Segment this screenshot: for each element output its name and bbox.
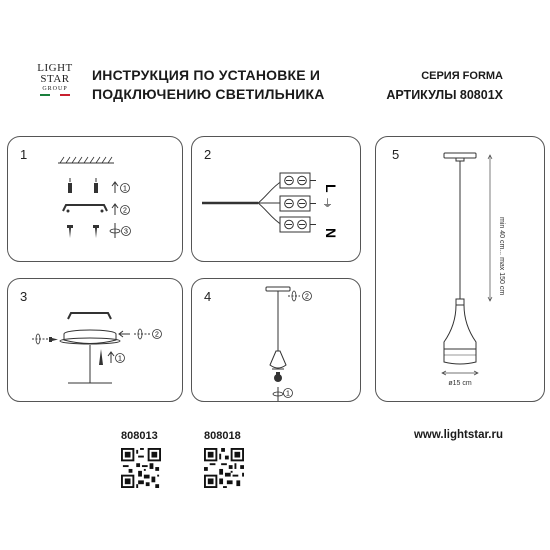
wiring-diagram — [192, 137, 360, 261]
brand-logo — [36, 63, 74, 96]
mounting-bracket — [63, 205, 107, 213]
arrow-left-icon — [119, 331, 130, 337]
panel-step-5 — [375, 136, 545, 402]
document-title — [92, 66, 325, 104]
terminal-block-middle — [280, 196, 316, 211]
ceiling-canopy — [266, 287, 290, 291]
step-number: 2 — [123, 207, 127, 215]
screwdriver-turn-icon — [273, 387, 283, 401]
step-number: 2 — [155, 331, 159, 339]
step1-illustration — [8, 137, 182, 261]
logo-line1: LIGHT — [37, 62, 73, 74]
panel-step-4 — [191, 278, 361, 402]
arrow-up-icon — [108, 352, 114, 363]
series-block — [386, 67, 503, 105]
panel-step-2 — [191, 136, 361, 262]
pendant-lamp — [444, 299, 476, 364]
step-number: 1 — [286, 390, 290, 398]
arrow-up-icon — [112, 204, 118, 215]
panel-number: 2 — [204, 147, 212, 162]
panel-step-1 — [7, 136, 183, 262]
step3-illustration — [8, 279, 182, 401]
logo-flag-stripe — [40, 94, 70, 96]
dimension-drawing — [376, 137, 544, 401]
height-dimension — [488, 155, 492, 301]
logo-line3: GROUP — [42, 86, 68, 92]
step4-illustration — [192, 279, 360, 401]
bulb-icon — [274, 372, 282, 382]
screw-icon — [67, 225, 99, 238]
mounting-bracket — [68, 313, 111, 319]
ceiling-hatch — [60, 157, 112, 163]
screwdriver-turn-icon — [110, 223, 120, 238]
diameter-dimension — [442, 371, 478, 375]
ceiling-canopy — [60, 330, 120, 344]
panel-number: 5 — [392, 147, 400, 162]
screw-icon — [49, 337, 58, 342]
screwdriver-turn-icon — [288, 291, 300, 301]
step-number: 1 — [118, 355, 122, 363]
screwdriver-turn-icon — [32, 334, 48, 344]
wire-label-live: L — [323, 184, 339, 193]
title-line1: ИНСТРУКЦИЯ ПО УСТАНОВКЕ И — [92, 67, 321, 83]
panel-number: 1 — [20, 147, 28, 162]
lamp-shade — [270, 351, 286, 369]
article-numbers: АРТИКУЛЫ 80801X — [386, 88, 503, 102]
terminal-block-bottom — [280, 217, 316, 232]
arrow-up-icon — [112, 182, 118, 193]
wire-label-neutral: N — [323, 228, 339, 239]
qr-code-icon[interactable] — [121, 448, 161, 488]
terminal-block-top — [280, 173, 316, 188]
dowel-pair — [68, 178, 98, 193]
step-number: 1 — [123, 185, 127, 193]
diameter-label: ø15 cm — [448, 380, 472, 387]
article-code-1: 808013 — [121, 430, 158, 442]
ground-icon: ⏚ — [322, 198, 333, 210]
article-code-2: 808018 — [204, 430, 241, 442]
website-link[interactable]: www.lightstar.ru — [413, 429, 503, 441]
series-name: СЕРИЯ FORMA — [421, 70, 503, 82]
ceiling-canopy — [444, 153, 476, 158]
step-number: 3 — [124, 228, 128, 236]
qr-code-icon[interactable] — [204, 448, 244, 488]
title-line2: ПОДКЛЮЧЕНИЮ СВЕТИЛЬНИКА — [92, 86, 325, 102]
panel-number: 4 — [204, 289, 212, 304]
height-label: min 40 cm... max 150 cm — [498, 217, 505, 296]
step-number: 2 — [305, 293, 309, 301]
screwdriver-turn-icon — [134, 329, 150, 339]
logo-line2: STAR — [40, 73, 70, 85]
panel-number: 3 — [20, 289, 28, 304]
cable-clamp — [99, 349, 103, 365]
panel-step-3 — [7, 278, 183, 402]
